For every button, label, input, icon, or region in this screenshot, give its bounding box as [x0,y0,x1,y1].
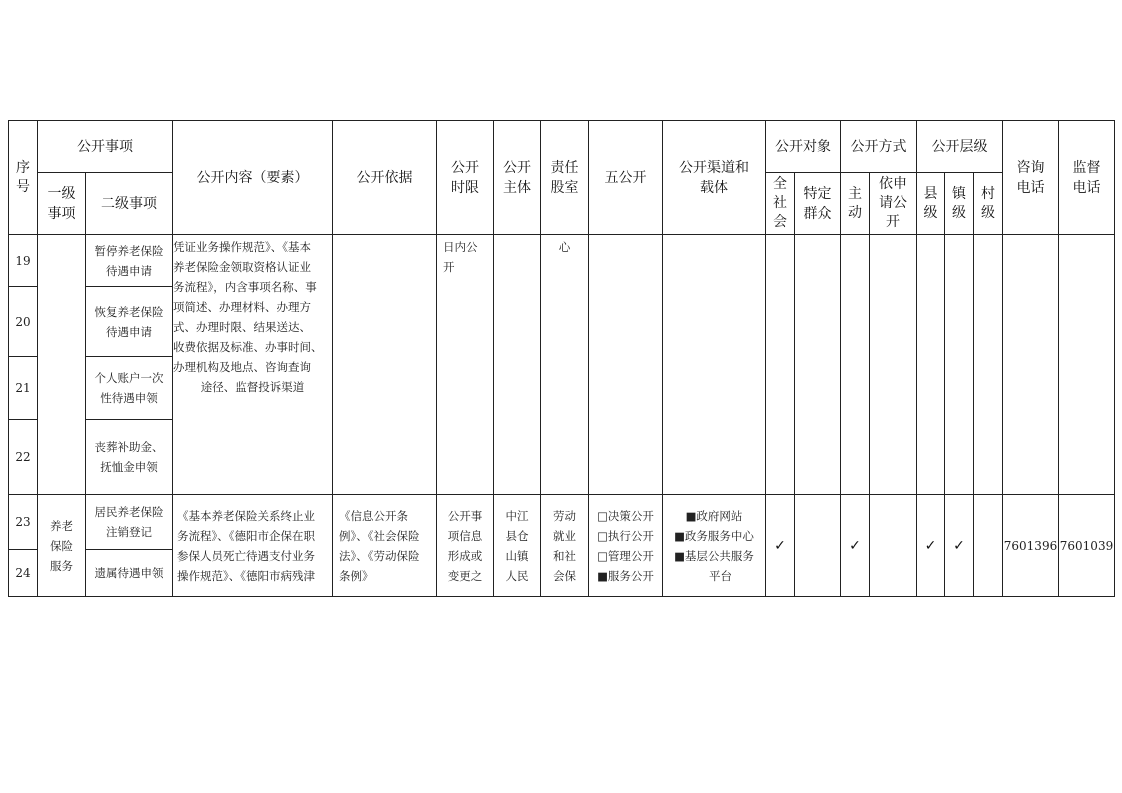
header-subject: 公开主体 [494,121,541,235]
header-audience-group: 公开对象 [766,121,841,173]
header-seq: 序号 [9,121,38,235]
dept-cell: 心 [541,235,589,495]
content-cell: 《基本养老保险关系终止业 务流程》、《德阳市企保在职 参保人员死亡待遇支付业务 操作规范》、《德阳市病残津 [173,495,333,597]
level-town-check: ✓ [945,495,974,597]
mode-apply-empty [870,495,917,597]
header-row-1 [9,121,1115,173]
level-village-empty [974,495,1003,597]
time-limit-cell: 日内公 开 [437,235,494,495]
item-name: 恢复养老保险待遇申请 [86,287,173,357]
header-level-county: 县级 [917,173,945,235]
five-cell: □决策公开 □执行公开 □管理公开 ■服务公开 [589,495,663,597]
header-level1: 一级事项 [38,173,86,235]
header-level-town: 镇级 [945,173,974,235]
header-dept: 责任股室 [541,121,589,235]
header-five: 五公开 [589,121,663,235]
consult-phone: 7601396 [1003,495,1059,597]
channel-cell: ■政府网站 ■政务服务中心 ■基层公共服务 平台 [663,495,766,597]
five-cell-empty [589,235,663,495]
header-mode-group: 公开方式 [841,121,917,173]
subject-cell: 中江 县仓 山镇 人民 [494,495,541,597]
header-audience-specific: 特定群众 [795,173,841,235]
item-name: 丧葬补助金、抚恤金申领 [86,420,173,495]
row-number: 19 [9,235,38,287]
header-channel: 公开渠道和载体 [663,121,766,235]
level-village-empty [974,235,1003,495]
header-basis: 公开依据 [333,121,437,235]
audience-all-check: ✓ [766,495,795,597]
header-level2: 二级事项 [86,173,173,235]
row-number: 23 [9,495,38,550]
item-name: 遗属待遇申领 [86,550,173,597]
time-limit-cell: 公开事 项信息 形成或 变更之 [437,495,494,597]
header-level-group: 公开层级 [917,121,1003,173]
header-mode-active: 主动 [841,173,870,235]
channel-cell-empty [663,235,766,495]
dept-cell: 劳动 就业 和社 会保 [541,495,589,597]
row-number: 22 [9,420,38,495]
mode-apply-empty [870,235,917,495]
supervise-empty [1059,235,1115,495]
consult-empty [1003,235,1059,495]
header-item-group: 公开事项 [38,121,173,173]
item-name: 个人账户一次性待遇申领 [86,357,173,420]
header-consult: 咨询电话 [1003,121,1059,235]
header-level-village: 村级 [974,173,1003,235]
basis-cell: 《信息公开条 例》、《社会保险 法》、《劳动保险 条例》 [333,495,437,597]
audience-all-empty [766,235,795,495]
header-supervise: 监督电话 [1059,121,1115,235]
header-content: 公开内容（要素） [173,121,333,235]
level-town-empty [945,235,974,495]
item-name: 居民养老保险注销登记 [86,495,173,550]
basis-cell-empty [333,235,437,495]
level1-cell-empty [38,235,86,495]
disclosure-table [8,120,1115,597]
audience-specific-empty [795,235,841,495]
level-county-empty [917,235,945,495]
header-mode-apply: 依申请公开 [870,173,917,235]
row-number: 24 [9,550,38,597]
row-number: 20 [9,287,38,357]
table-row-19 [9,235,1115,287]
row-number: 21 [9,357,38,420]
content-cell: 凭证业务操作规范》、《基本 养老保险金领取资格认证业 务流程》，内含事项名称、事 项简述、办理材料、办理方 式、办理时限、结果送达、 收费依据及标准、办事时间、 办理机构及地点、咨询查询 途径、监督投诉渠道 [173,235,333,495]
level-county-check: ✓ [917,495,945,597]
audience-specific-empty [795,495,841,597]
subject-cell-empty [494,235,541,495]
item-name: 暂停养老保险待遇申请 [86,235,173,287]
header-time-limit: 公开时限 [437,121,494,235]
mode-active-check: ✓ [841,495,870,597]
level1-cell: 养老 保险 服务 [38,495,86,597]
mode-active-empty [841,235,870,495]
table-row-23 [9,495,1115,550]
header-audience-all: 全社会 [766,173,795,235]
supervise-phone: 7601039 [1059,495,1115,597]
